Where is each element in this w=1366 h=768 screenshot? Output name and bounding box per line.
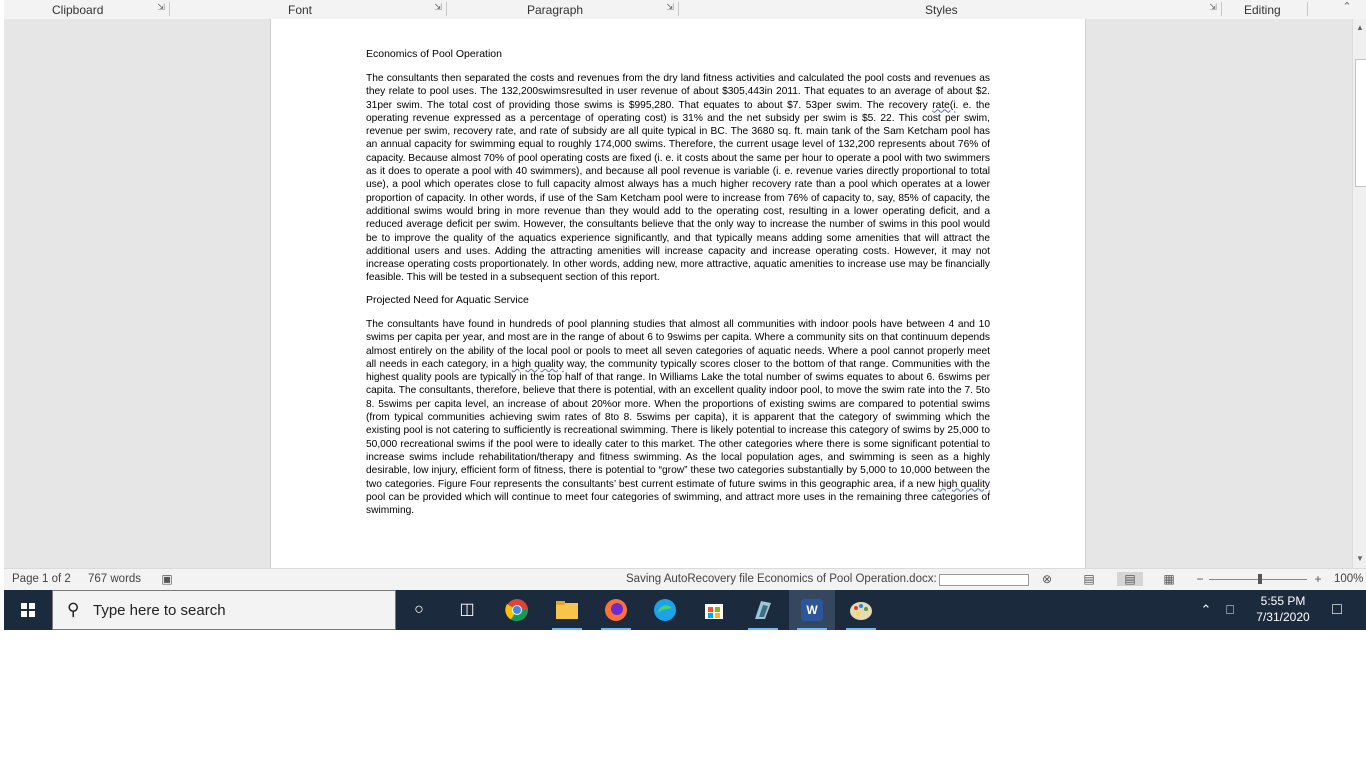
- system-clock[interactable]: [1247, 593, 1319, 625]
- zoom-in-icon[interactable]: +: [1314, 572, 1322, 586]
- save-progress-bar: [939, 574, 1029, 586]
- print-layout-icon[interactable]: ▤: [1117, 572, 1143, 586]
- grammar-flag[interactable]: high quality: [511, 358, 564, 370]
- file-explorer-icon[interactable]: [544, 590, 590, 630]
- web-layout-icon[interactable]: ▦: [1163, 572, 1175, 586]
- app-icon[interactable]: [740, 590, 786, 630]
- paragraph-text: The consultants then separated the costs and revenues from the dry land fitness activities and calculated the pool costs and revenues as they relate to pool uses. The 132,200swimsresulted in user revenue of about $305,443in 2011. That equates to an average of about $2. 31per swim. The total cost of providing those swims is $995,280. That equates to about $7. 53per swim. The recovery: [366, 73, 990, 111]
- cancel-save-icon[interactable]: ⊗: [1041, 572, 1053, 586]
- scroll-down-icon[interactable]: ▼: [1356, 554, 1364, 563]
- start-button[interactable]: [4, 590, 52, 630]
- collapse-ribbon-icon[interactable]: ⌃: [1342, 1, 1352, 13]
- clock-date: 7/31/2020: [1256, 610, 1310, 624]
- paragraph-text: pool can be provided which will continue to meet four categories of swimming, and attract more uses in the remaining three categories of swimming.: [366, 491, 990, 517]
- notification-center-icon[interactable]: □: [1332, 601, 1342, 618]
- ribbon-group-styles: Styles: [925, 3, 958, 17]
- paragraph-launcher-icon[interactable]: ⇲: [666, 2, 674, 12]
- document-page[interactable]: [270, 19, 1086, 568]
- word-count[interactable]: 767 words: [88, 573, 142, 585]
- paragraph-text: . e. the operating revenue expressed as a percentage of operating cost) is 31% and the net subsidy per swim is $5. 22. This cost per swim, revenue per swim, recovery rate, and rate of subsidy are all quite typical in BC. The 3680 sq. ft. main tank of the Sam Ketcham pool has an annual capacity for swimming equal to roughly 174,000 swims. Therefore, the current usage level of 132,200 represents about 76% of capacity. Because almost 70% of pool operating costs are fixed (i. e. it costs about the same per hour to operate a pool with two swimmers as it does to operate a pool with 40 swimmers), and because all pool revenue is variable (i. e. revenue varies directly proportional to total use), a pool which operates close to full capacity almost always has a much higher recovery rate than a pool which operates at a lower proportion of capacity. In other words, if use of the Sam Ketcham pool were to increase from 76% of capacity to, say, 85% of capacity, the additional swims would bring in more revenue than they would add to the operating cost, resulting in a lower operating deficit, and a reduced average deficit per swim. However, the consultants believe that the only way to increase the number of swims in this pool would be to improve the quality of the aquatics experience significantly, and that typically means adding some amenities that will attract the additional users and uses. Adding the attracting amenities will increase capacity and increase operating costs. However, it may not increase operating costs proportionately. In other words, adding new, more attractive, aquatic amenities to increase use may be financially feasible. This will be tested in a subsequent section of this report.: [366, 99, 990, 284]
- heading-projected-need: Projected Need for Aquatic Service: [366, 294, 529, 306]
- styles-launcher-icon[interactable]: ⇲: [1209, 2, 1217, 12]
- ribbon-group-clipboard: Clipboard: [52, 3, 104, 17]
- ribbon-group-labels: [4, 0, 1366, 20]
- ribbon-separator: [678, 2, 679, 16]
- word-logo: W: [801, 599, 823, 621]
- windows-icon: [21, 603, 35, 617]
- search-placeholder: Type here to search: [93, 602, 226, 619]
- paragraph-text: way, the community typically scores closer to the bottom of that range. Communities with the highest quality pools are typically in the top half of that range. In Williams Lake the total number of swims equates to about 6. 6swims per capita. The consultants, therefore, believe that there is potential, with an excellent quality indoor pool, to move the swim rate into the 7. 5to 8. 5swims per capita level, an increase of about 20%or more. When the proportions of existing swims are compared to potential swims (from typical communities achieving swim rates of 8to 8. 5swims per capita), it is apparent that the category of swimming which the existing pool is not catering to sufficiently is recreational swimming. There is likely potential to increase this category of swims by 25,000 to 50,000 recreational swims if the pool were to ideally cater to this market. The other categories where there is some significant potential to increase swims include rehabilitation/therapy and fitness swimming. As the local population ages, and swimming is seen as a highly desirable, low injury, efficient form of fitness, there is potential to “grow” these two categories substantially by 5,000 to 10,000 between the two categories. Figure Four represents the consultants’ best current estimate of future swims in this geographic area, if a new: [366, 358, 991, 490]
- ribbon-group-font: Font: [288, 3, 313, 17]
- search-icon: ⚲: [67, 600, 80, 619]
- blank-area: [0, 630, 1366, 768]
- ribbon-separator: [446, 2, 447, 16]
- status-bar: [4, 568, 1366, 591]
- show-hidden-icons-icon[interactable]: ⌃: [1200, 602, 1212, 617]
- proofing-icon[interactable]: ▣: [161, 572, 173, 586]
- clipboard-launcher-icon[interactable]: ⇲: [157, 2, 165, 12]
- chrome-icon[interactable]: [494, 590, 540, 630]
- zoom-level[interactable]: 100%: [1334, 573, 1364, 585]
- clock-time: 5:55 PM: [1260, 594, 1306, 608]
- zoom-out-icon[interactable]: −: [1196, 572, 1204, 586]
- firefox-icon[interactable]: [593, 590, 639, 630]
- taskbar-search-box[interactable]: [52, 590, 396, 630]
- font-launcher-icon[interactable]: ⇲: [434, 2, 442, 12]
- cortana-icon[interactable]: ○: [414, 601, 424, 618]
- scroll-thumb[interactable]: [1355, 59, 1366, 187]
- task-view-icon[interactable]: ◫: [459, 601, 475, 618]
- heading-economics: Economics of Pool Operation: [366, 48, 502, 60]
- page-count[interactable]: Page 1 of 2: [12, 573, 71, 585]
- edge-icon[interactable]: [642, 590, 688, 630]
- store-icon[interactable]: [691, 590, 737, 630]
- ribbon-group-editing: Editing: [1244, 3, 1281, 17]
- taskbar: [4, 590, 1366, 630]
- grammar-flag[interactable]: high quality: [938, 478, 991, 490]
- document-canvas[interactable]: [4, 19, 1352, 568]
- ribbon-group-paragraph: Paragraph: [527, 3, 584, 17]
- autorecovery-status: Saving AutoRecovery file Economics of Pool Operation.docx:: [626, 573, 937, 585]
- read-mode-icon[interactable]: ▤: [1083, 572, 1095, 586]
- ribbon-separator: [169, 2, 170, 16]
- zoom-slider-thumb[interactable]: [1258, 574, 1262, 584]
- paragraph-text: The consultants have found in hundreds of pool planning studies that almost all communities with indoor pools have between 4 and 10 swims per capita per year, and most are in the range of about 6 to 9swims per capita. Where a community sits on that continuum depends almost entirely on the ability of the local pool or pools to meet all seven categories of aquatic needs. Where a pool cannot properly meet all needs in each category, in a: [366, 319, 990, 370]
- ribbon-separator: [1221, 2, 1222, 16]
- paragraph-economics: [366, 72, 990, 285]
- spelling-flag[interactable]: rate(i: [932, 99, 956, 111]
- paragraph-projected-need: [366, 318, 990, 517]
- vertical-scrollbar[interactable]: [1352, 19, 1366, 568]
- ribbon-separator: [1307, 2, 1308, 16]
- word-icon[interactable]: [789, 590, 835, 630]
- scroll-up-icon[interactable]: ▲: [1356, 23, 1364, 32]
- paint-icon[interactable]: [838, 590, 884, 630]
- battery-power-icon[interactable]: ⎕: [1226, 602, 1234, 617]
